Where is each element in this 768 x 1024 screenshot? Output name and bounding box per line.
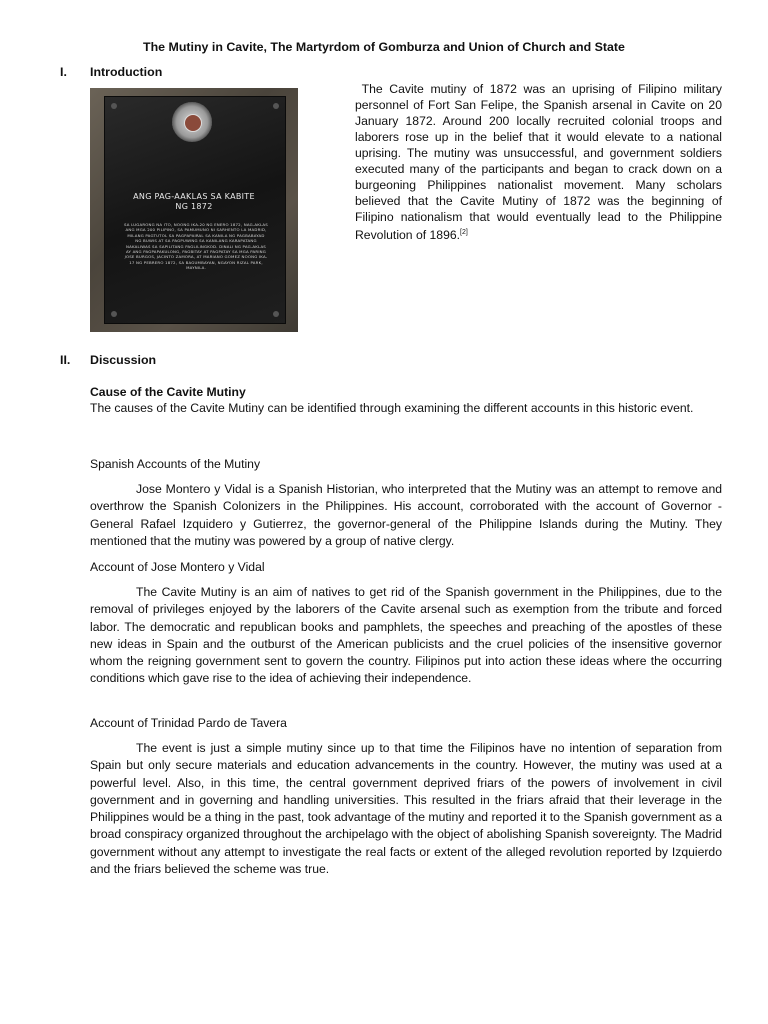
marker-heading [90, 192, 298, 212]
seal-icon [172, 102, 212, 142]
bolt-icon [273, 311, 279, 317]
marker-inscription: SA LUGARONG NA ITO, NOONG IKA-20 NG ENERO 1872, NAG-AKLAS ANG MGA 200 PILIPINO, SA PAMUMUNO NI SARHENTO LA MADRID, MILANG PAGTUTOL SA PAGPAPAIRAL SA KANILA NG PAGBABAYAD NG BUWIS AT SA PAGPUWING SA KANILANG KARAPATANG NAKALIWAS SA SAPILITANG PAGLILINGKOD. DINALI NG PAG-AKLAS AY ANG PAGPAPAKULONG, PAGBITAY AT PAGPATAY SA MGA PARING JOSE BURGOS, JACINTO ZAMORA, AT MARIANO GOMEZ NOONG IKA-17 NG PEBRERO 1872, SA BAGUMBAYAN, NGAYON RIZAL PARK, MAYNILA. [124, 222, 268, 271]
section-title-intro: Introduction [90, 65, 163, 79]
spanish-accounts-heading: Spanish Accounts of the Mutiny [90, 457, 261, 471]
document-title: The Mutiny in Cavite, The Martyrdom of Gomburza and Union of Church and State [143, 40, 625, 54]
cause-section [90, 384, 722, 416]
intro-text: The Cavite mutiny of 1872 was an uprising of Filipino military personnel of Fort San Felipe, the Spanish arsenal in Cavite on 20 January 1872. Around 200 locally recruited colonial troops and laborers rose up in the belief that it would elevate to a national uprising. The mutiny was unsuccessful, and government soldiers executed many of the participants and began to crack down on a burgeoning Philippines nationalist movement. Many scholars believed that the Cavite Mutiny of 1872 was the beginning of Filipino nationalism that would eventually lead to the Philippine Revolution of 1896. [355, 82, 722, 243]
montero-heading: Account of Jose Montero y Vidal [90, 560, 265, 574]
bolt-icon [273, 103, 279, 109]
section-title-discussion: Discussion [90, 353, 157, 367]
tavera-heading: Account of Trinidad Pardo de Tavera [90, 716, 287, 730]
marker-heading-line: ANG PAG-AAKLAS SA KABITE [133, 192, 255, 201]
cause-paragraph: The causes of the Cavite Mutiny can be identified through examining the different accounts in this historic event. [90, 401, 694, 415]
section-number-discussion: II. [60, 353, 71, 367]
marker-year: NG 1872 [175, 202, 213, 211]
montero-paragraph: The Cavite Mutiny is an aim of natives to get rid of the Spanish government in the Philippines, due to the removal of privileges enjoyed by the laborers of the Cavite arsenal such as exemption from the tribute and forced labor. The democratic and republican books and pamphlets, the speeches and preaching of the apostles of these new ideas in Spain and the outburst of the American publicists and the cruel policies of the insensitive governor whom the reigning government sent to govern the country. Filipinos put into action these ideas where the occurring conditions which gave rise to the idea of achieving their independence. [90, 585, 722, 686]
intro-paragraph [355, 81, 722, 243]
spanish-accounts-paragraph: Jose Montero y Vidal is a Spanish Historian, who interpreted that the Mutiny was an attempt to remove and overthrow the Spanish Colonizers in the Philippines. His account, corroborated with the account of Governor - General Rafael Izquidero y Gutierrez, the governor-general of the Philippine Islands during the Mutiny. They mentioned that the mutiny was powered by a group of native clergy. [90, 482, 722, 548]
citation: [2] [460, 229, 468, 236]
tavera-paragraph: The event is just a simple mutiny since up to that time the Filipinos have no intention of separation from Spain but only secure materials and education advancements in the country. However, the mutiny was used at a powerful level. Also, in this time, the central government deprived friars of the powers of involvement in civil government and in governing and handling universities. This resulted in the friars afraid that their leverage in the Philippines would be a thing in the past, took advantage of the mutiny and reported it to the Spanish government as a broad conspiracy organized throughout the archipelago with the object of abolishing Spanish sovereignty. The Madrid government without any attempt to investigate the real facts or extent of the alleged revolution reported by Izquierdo and the friars believed the scheme was true. [90, 741, 722, 877]
bolt-icon [111, 103, 117, 109]
cause-heading: Cause of the Cavite Mutiny [90, 385, 246, 399]
bolt-icon [111, 311, 117, 317]
historical-marker-photo [90, 88, 298, 332]
section-number-intro: I. [60, 65, 67, 79]
